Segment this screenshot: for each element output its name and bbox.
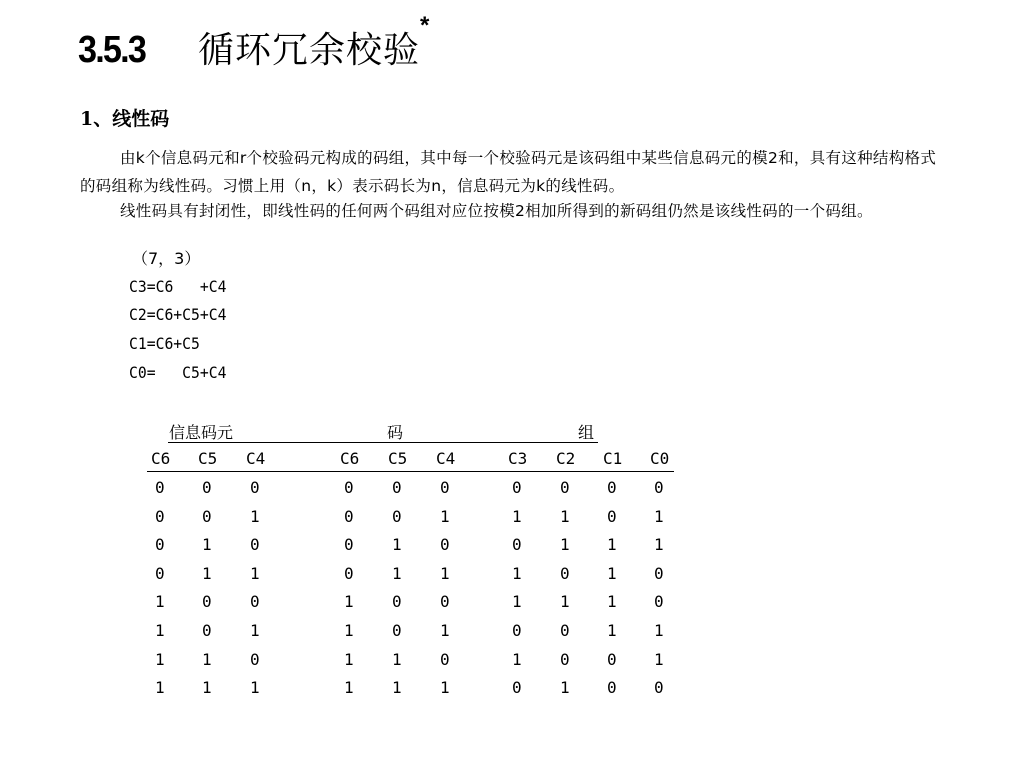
table-cell: 1	[560, 535, 570, 554]
table-cell: 0	[155, 535, 165, 554]
table-cell: 1	[440, 621, 450, 640]
table-cell: 1	[392, 678, 402, 697]
table-cell: 1	[202, 535, 212, 554]
table-cell: 0	[440, 650, 450, 669]
table-cell: 0	[512, 621, 522, 640]
table-cell: 0	[344, 564, 354, 583]
table-column-header: C5	[198, 449, 218, 468]
table-column-header: C0	[650, 449, 670, 468]
table-cell: 0	[512, 535, 522, 554]
table-cell: 0	[512, 678, 522, 697]
table-cell: 0	[344, 507, 354, 526]
table-cell: 1	[440, 678, 450, 697]
table-cell: 0	[560, 564, 570, 583]
table-cell: 0	[560, 478, 570, 497]
table-cell: 1	[560, 678, 570, 697]
table-cell: 1	[560, 592, 570, 611]
section-heading: 1、线性码	[80, 108, 170, 130]
title-label: 循环冗余校验	[198, 30, 421, 71]
table-cell: 0	[440, 592, 450, 611]
table-group-header-code: 码	[387, 423, 404, 442]
table-group-header-group: 组	[578, 423, 595, 442]
table-cell: 0	[155, 507, 165, 526]
table-cell: 1	[202, 564, 212, 583]
table-cell: 0	[607, 678, 617, 697]
table-column-header: C4	[436, 449, 456, 468]
table-cell: 0	[654, 564, 664, 583]
table-cell: 0	[155, 478, 165, 497]
table-cell: 0	[560, 621, 570, 640]
table-cell: 0	[512, 478, 522, 497]
table-column-header: C6	[151, 449, 171, 468]
table-cell: 1	[250, 678, 260, 697]
table-cell: 0	[250, 535, 260, 554]
table-cell: 0	[440, 478, 450, 497]
paragraph-closure: 线性码具有封闭性，即线性码的任何两个码组对应位按模2相加所得到的新码组仍然是该线性码的一个码组。	[120, 202, 873, 220]
table-column-header: C5	[388, 449, 408, 468]
table-cell: 1	[344, 678, 354, 697]
table-cell: 0	[392, 592, 402, 611]
table-cell: 1	[250, 564, 260, 583]
table-cell: 1	[654, 507, 664, 526]
table-cell: 1	[560, 507, 570, 526]
table-cell: 1	[155, 678, 165, 697]
table-column-header: C1	[603, 449, 623, 468]
table-cell: 1	[202, 650, 212, 669]
table-cell: 0	[250, 478, 260, 497]
table-cell: 1	[344, 650, 354, 669]
example-label: （7，3）	[132, 249, 201, 268]
table-cell: 0	[392, 478, 402, 497]
table-cell: 0	[607, 650, 617, 669]
table-column-header: C6	[340, 449, 360, 468]
table-cell: 0	[202, 478, 212, 497]
table-cell: 0	[392, 621, 402, 640]
table-column-header: C2	[556, 449, 576, 468]
table-cell: 0	[250, 592, 260, 611]
equation-c3: C3=C6 +C4	[129, 277, 227, 296]
table-cell: 1	[344, 592, 354, 611]
table-cell: 0	[607, 507, 617, 526]
table-column-divider	[147, 471, 674, 472]
table-cell: 0	[607, 478, 617, 497]
table-cell: 1	[202, 678, 212, 697]
table-cell: 1	[250, 621, 260, 640]
title-star: *	[420, 12, 431, 39]
paragraph-definition: 由k个信息码元和r个校验码元构成的码组，其中每一个校验码元是该码组中某些信息码元的模2和，具有这种结构格式的码组称为线性码。习惯上用（n，k）表示码长为n，信息码元为k的线性码。	[80, 149, 937, 195]
table-group-header-info: 信息码元	[169, 423, 234, 442]
table-cell: 1	[607, 535, 617, 554]
table-cell: 1	[440, 507, 450, 526]
table-cell: 1	[512, 650, 522, 669]
table-cell: 1	[392, 564, 402, 583]
table-cell: 1	[654, 535, 664, 554]
table-cell: 0	[560, 650, 570, 669]
title-number: 3.5.3	[78, 29, 146, 71]
table-cell: 1	[392, 535, 402, 554]
table-column-header: C4	[246, 449, 266, 468]
table-cell: 1	[654, 621, 664, 640]
table-cell: 0	[250, 650, 260, 669]
table-cell: 0	[155, 564, 165, 583]
table-cell: 0	[202, 507, 212, 526]
table-cell: 0	[392, 507, 402, 526]
table-cell: 0	[344, 535, 354, 554]
equation-c0: C0= C5+C4	[129, 363, 227, 382]
table-cell: 1	[512, 507, 522, 526]
table-cell: 0	[202, 621, 212, 640]
table-cell: 1	[155, 592, 165, 611]
table-cell: 0	[654, 592, 664, 611]
slide-title	[78, 12, 431, 82]
table-cell: 0	[440, 535, 450, 554]
title-text	[198, 12, 431, 73]
table-cell: 1	[512, 564, 522, 583]
equation-c1: C1=C6+C5	[129, 334, 200, 353]
table-cell: 0	[654, 478, 664, 497]
table-cell: 1	[155, 650, 165, 669]
table-cell: 0	[202, 592, 212, 611]
table-cell: 1	[512, 592, 522, 611]
table-cell: 1	[654, 650, 664, 669]
table-cell: 1	[344, 621, 354, 640]
table-cell: 1	[250, 507, 260, 526]
table-cell: 0	[344, 478, 354, 497]
table-cell: 0	[654, 678, 664, 697]
table-cell: 1	[607, 564, 617, 583]
table-header-divider	[168, 442, 598, 443]
table-cell: 1	[155, 621, 165, 640]
table-column-header: C3	[508, 449, 528, 468]
table-cell: 1	[392, 650, 402, 669]
table-cell: 1	[607, 592, 617, 611]
equation-c2: C2=C6+C5+C4	[129, 305, 227, 324]
table-cell: 1	[607, 621, 617, 640]
table-cell: 1	[440, 564, 450, 583]
